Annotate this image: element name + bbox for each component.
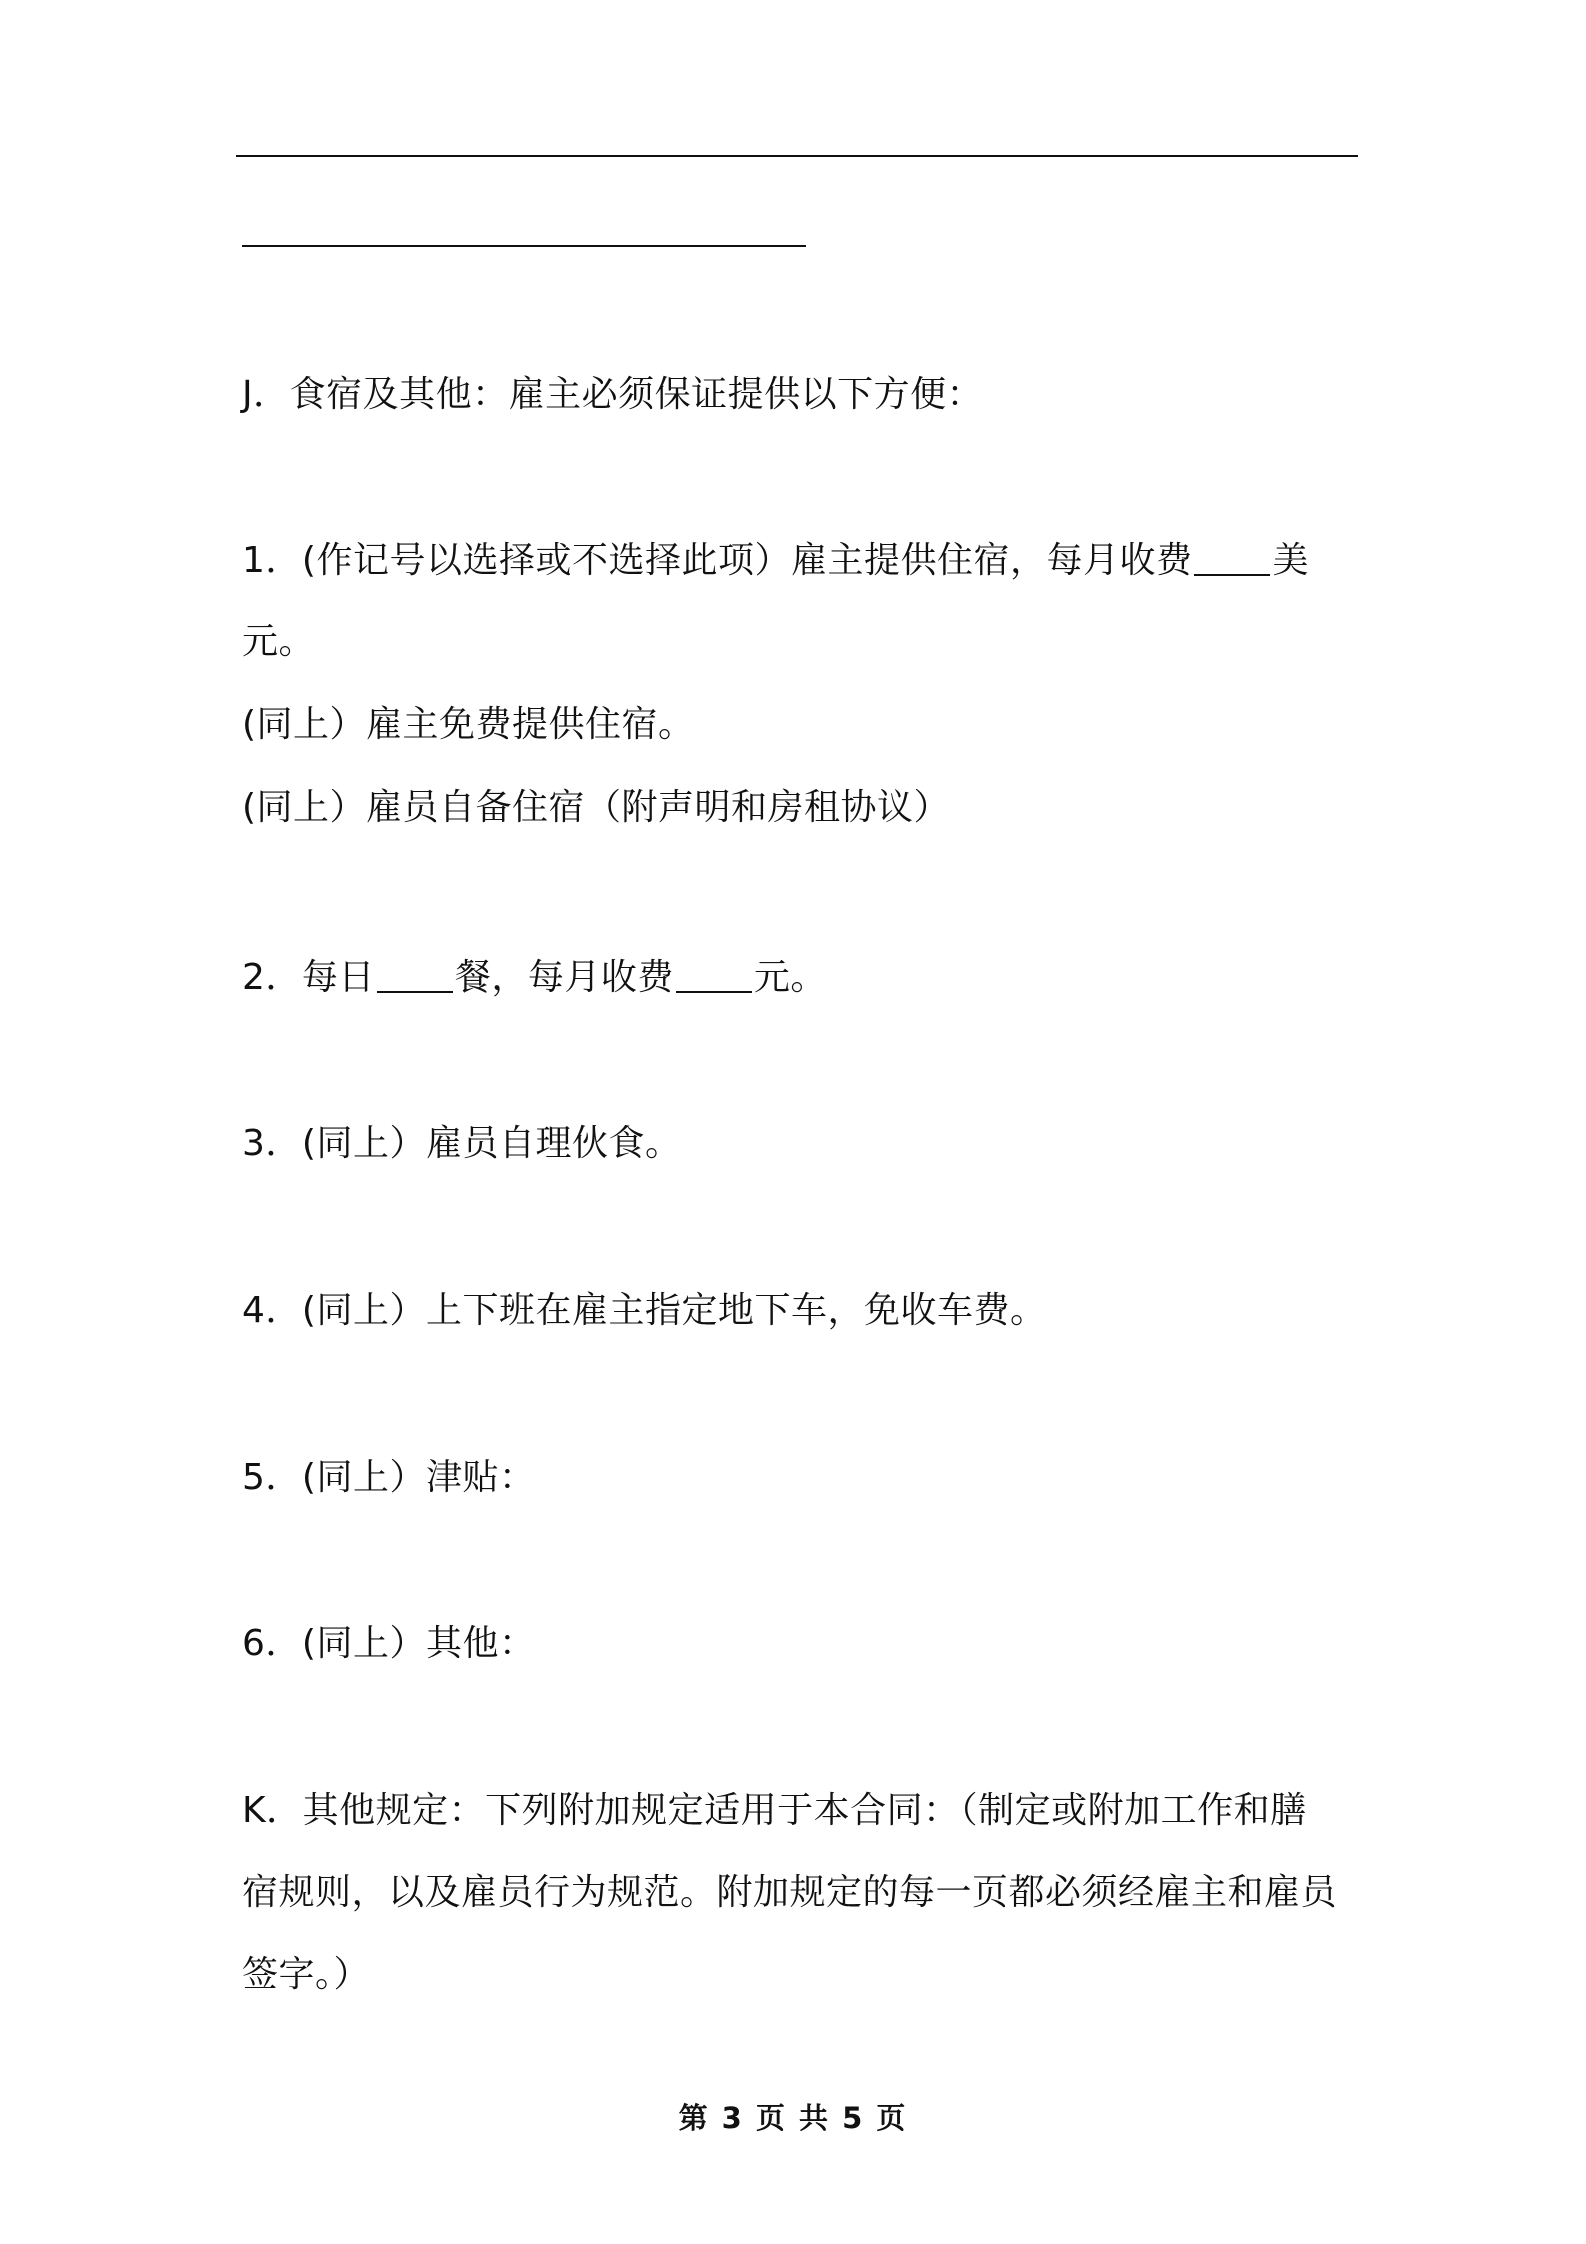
item-2 <box>242 956 1362 1000</box>
item-same-1: (同上）雇主免费提供住宿。 <box>242 704 695 745</box>
item-1-unit: 美 <box>1272 540 1309 581</box>
meal-fee-blank[interactable] <box>676 961 752 993</box>
item-5: 5．(同上）津贴： <box>242 1457 536 1498</box>
item-2-text-a: 2．每日 <box>242 957 375 998</box>
item-1-line-1 <box>242 539 1362 583</box>
fee-blank[interactable] <box>1194 544 1270 576</box>
section-k-line-2: 宿规则，以及雇员行为规范。附加规定的每一页都必须经雇主和雇员 <box>242 1872 1338 1913</box>
section-k-line-1: K．其他规定：下列附加规定适用于本合同：（制定或附加工作和膳 <box>242 1790 1307 1831</box>
page-number: 第 3 页 共 5 页 <box>678 2101 908 2135</box>
item-4: 4．(同上）上下班在雇主指定地下车，免收车费。 <box>242 1290 1047 1331</box>
item-same-2: (同上）雇员自备住宿（附声明和房租协议） <box>242 787 951 828</box>
section-j-title: J．食宿及其他：雇主必须保证提供以下方便： <box>242 374 984 415</box>
item-1-text: 1．(作记号以选择或不选择此项）雇主提供住宿，每月收费 <box>242 540 1193 581</box>
item-3: 3．(同上）雇员自理伙食。 <box>242 1123 682 1164</box>
item-1-line-2: 元。 <box>242 621 316 662</box>
item-6: 6．(同上）其他： <box>242 1623 536 1664</box>
top-divider <box>236 155 1358 157</box>
section-k-line-3: 签字。） <box>242 1954 371 1995</box>
meals-blank[interactable] <box>377 961 453 993</box>
item-2-text-c: 元。 <box>753 957 827 998</box>
fill-in-line <box>242 245 806 247</box>
item-2-text-b: 餐，每月收费 <box>454 957 674 998</box>
